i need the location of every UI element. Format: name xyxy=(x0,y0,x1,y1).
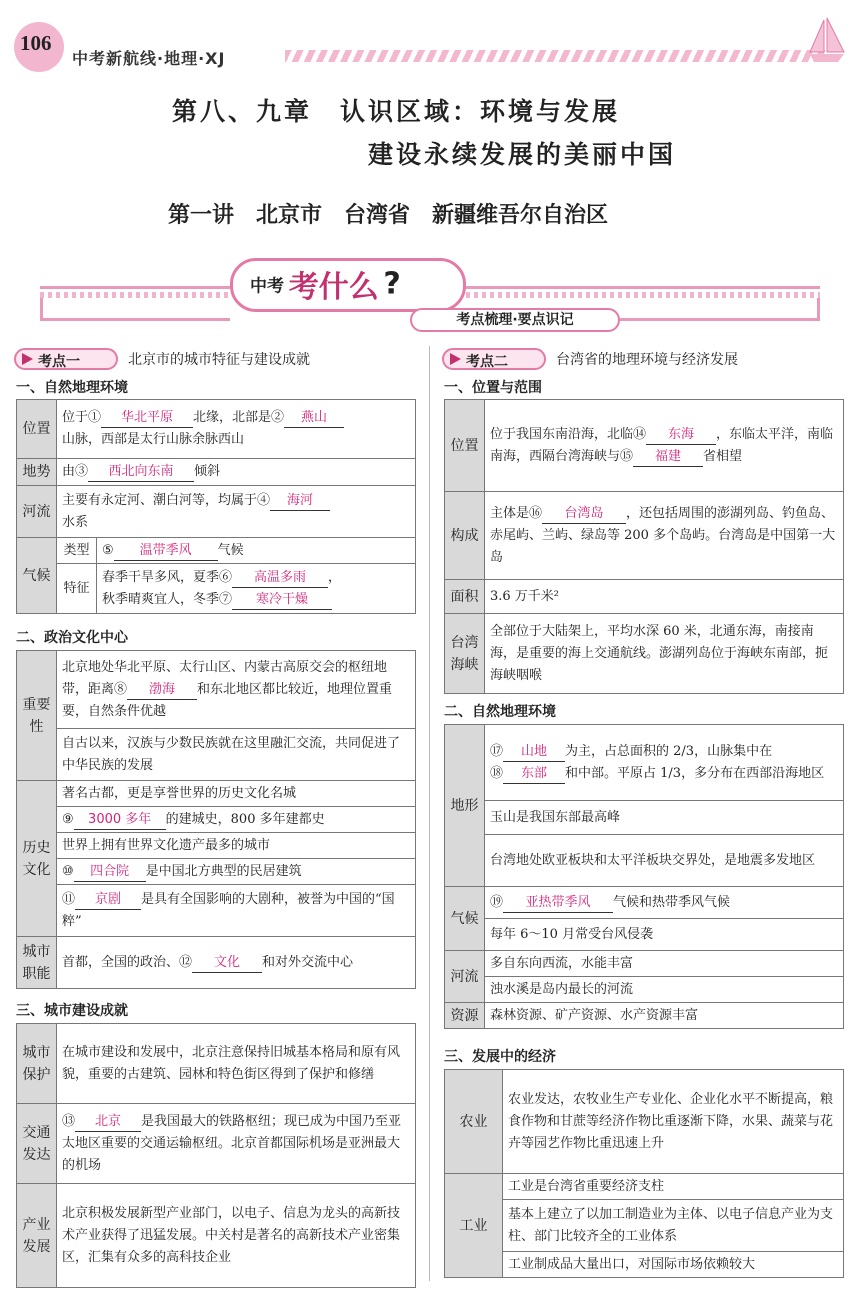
play-arrow-icon xyxy=(450,353,461,365)
cell-history-4 xyxy=(57,859,416,885)
text: 和中部。平原占 1/3，多分布在西部沿海地区 xyxy=(565,765,825,781)
cell-function xyxy=(57,937,416,989)
kp-tag xyxy=(442,348,546,370)
banner-bracket-left xyxy=(40,298,43,320)
cell-river-1: 多自东向西流，水能丰富 xyxy=(485,951,844,977)
row-header: 重要性 xyxy=(17,651,57,781)
cell-history-3: 世界上拥有世界文化遗产最多的城市 xyxy=(57,833,416,859)
text: 倾斜 xyxy=(194,464,221,479)
answer-blank: 京剧 xyxy=(75,891,141,910)
banner-bottom-right xyxy=(620,318,820,321)
cell-industry-2: 基本上建立了以加工制造业为主体、以电子信息产业为支柱、部门比较齐全的工业体系 xyxy=(503,1200,844,1252)
section-title: 二、自然地理环境 xyxy=(444,704,556,720)
cell-resources: 森林资源、矿产资源、水产资源丰富 xyxy=(485,1003,844,1029)
row-header: 地势 xyxy=(17,459,57,486)
banner-main: 考什么 xyxy=(288,270,379,305)
row-header: 地形 xyxy=(445,725,485,887)
text: 水系 xyxy=(62,514,89,530)
text: 气候和热带季风气候 xyxy=(613,894,731,910)
text: 是我国最大的铁路枢纽；现已成为中国乃至亚太地区重要的交通运输枢纽。北京首都国际机场是亚洲最大的机场 xyxy=(62,1113,402,1173)
banner-question-mark: ? xyxy=(383,266,401,302)
kp-title: 北京市的城市特征与建设成就 xyxy=(128,352,310,368)
row-header: 农业 xyxy=(445,1070,503,1174)
banner-prefix: 中考 xyxy=(250,276,284,297)
text: ⑨ xyxy=(62,811,74,827)
cell-industry-3: 工业制成品大量出口，对国际市场依赖较大 xyxy=(503,1252,844,1278)
banner-line-right xyxy=(466,286,820,289)
row-header: 历史文化 xyxy=(17,781,57,937)
header-stripe xyxy=(285,50,825,62)
section-title: 一、位置与范围 xyxy=(444,380,542,396)
cell-rivers xyxy=(57,486,416,538)
cell-landform-1 xyxy=(485,725,844,801)
banner-dots-right xyxy=(466,292,820,298)
table-location-scope xyxy=(444,399,844,694)
answer-blank: 东海 xyxy=(646,426,716,445)
cell-river-2: 浊水溪是岛内最长的河流 xyxy=(485,977,844,1003)
table-economy xyxy=(444,1069,844,1278)
cell-history-5 xyxy=(57,885,416,937)
answer-blank: 山地 xyxy=(503,743,565,762)
answer-blank: 高温多雨 xyxy=(232,569,328,588)
banner-dots-left xyxy=(40,292,230,298)
section-title: 三、发展中的经济 xyxy=(444,1049,556,1065)
row-header: 城市保护 xyxy=(17,1024,57,1104)
series-title: 中考新航线·地理·XJ xyxy=(72,49,226,68)
text: 的建城史，800 多年建都史 xyxy=(165,811,325,827)
cell-location xyxy=(57,400,416,459)
kp-label: 考点一 xyxy=(38,354,80,370)
answer-blank: 海河 xyxy=(270,492,330,511)
page-number: 106 xyxy=(20,31,52,55)
sub-header: 类型 xyxy=(57,538,97,564)
answer-blank: 华北平原 xyxy=(101,409,193,428)
row-header: 城市职能 xyxy=(17,937,57,989)
row-header: 位置 xyxy=(445,400,485,492)
kp-tag xyxy=(14,348,118,370)
text: ⑤ xyxy=(102,542,114,558)
banner-line-left xyxy=(40,286,230,289)
text: 是中国北方典型的民居建筑 xyxy=(145,863,302,879)
text: 位于我国东南沿海，北临⑭ xyxy=(490,426,647,442)
text: 秋季晴爽宜人，冬季⑦ xyxy=(102,591,233,607)
text: 位于① xyxy=(62,410,102,425)
kp-heading-right xyxy=(442,348,738,370)
row-header: 产业发展 xyxy=(17,1184,57,1288)
text: 和对外交流中心 xyxy=(262,954,354,970)
table-construction xyxy=(16,1023,416,1288)
text: 为主，占总面积的 2/3，山脉集中在 xyxy=(565,743,773,759)
text: 主体是⑯ xyxy=(490,505,543,521)
answer-blank: 北京 xyxy=(75,1113,141,1132)
section-title: 二、政治文化中心 xyxy=(16,630,128,646)
sailboat-icon xyxy=(800,14,850,64)
cell-landform-2: 玉山是我国东部最高峰 xyxy=(485,801,844,835)
answer-blank: 渤海 xyxy=(127,681,197,700)
answer-blank: 亚热带季风 xyxy=(503,894,613,913)
text: ⑰ xyxy=(490,743,504,759)
text: ⑬ xyxy=(62,1113,76,1129)
text: 由③ xyxy=(62,464,89,479)
cell-composition xyxy=(485,492,844,580)
lecture-title: 第一讲 北京市 台湾省 新疆维吾尔自治区 xyxy=(168,202,609,228)
cell-protection: 在城市建设和发展中，北京注意保持旧城基本格局和原有风貌，重要的古建筑、园林和特色街区得到了保护和修缮 xyxy=(57,1024,416,1104)
banner-subtitle: 考点梳理·要点识记 xyxy=(410,308,620,332)
answer-blank: 文化 xyxy=(192,954,262,973)
cell-climate-type xyxy=(97,538,416,564)
cell-history-2 xyxy=(57,807,416,833)
row-header: 构成 xyxy=(445,492,485,580)
banner-bracket-right xyxy=(817,298,820,320)
answer-blank: 寒冷干燥 xyxy=(232,591,332,610)
text: ⑪ xyxy=(62,891,76,907)
row-header: 河流 xyxy=(445,951,485,1003)
sub-header: 特征 xyxy=(57,564,97,614)
text: ⑩ xyxy=(62,863,74,879)
text: 气候 xyxy=(217,542,244,558)
row-header: 河流 xyxy=(17,486,57,538)
row-header: 台湾海峡 xyxy=(445,614,485,694)
text: ⑱ xyxy=(490,765,504,781)
table-political-cultural xyxy=(16,650,416,989)
banner-title xyxy=(250,262,401,306)
text: ⑲ xyxy=(490,894,504,910)
cell-location xyxy=(485,400,844,492)
kp-heading-left xyxy=(14,348,310,370)
cell-industry: 北京积极发展新型产业部门，以电子、信息为龙头的高新技术产业获得了迅猛发展。中关村是著名的高新技术产业密集区，汇集有众多的高科技企业 xyxy=(57,1184,416,1288)
answer-blank: 燕山 xyxy=(284,409,344,428)
cell-climate-1 xyxy=(485,887,844,919)
text: 主要有永定河、潮白河等，均属于④ xyxy=(62,492,271,508)
table-natural-env xyxy=(16,399,416,614)
cell-importance-1 xyxy=(57,651,416,729)
text: 和东北地区都比较近，地理位置重要，自然条件优越 xyxy=(62,681,393,719)
cell-history-1: 著名古都，更是享誉世界的历史文化名城 xyxy=(57,781,416,807)
cell-climate-2: 每年 6～10 月常受台风侵袭 xyxy=(485,919,844,951)
answer-blank: 台湾岛 xyxy=(542,505,626,524)
banner-bottom-left xyxy=(40,318,230,321)
answer-blank: 西北向东南 xyxy=(88,463,194,482)
text: ，还包括周围的澎湖列岛、钓鱼岛、赤尾屿、兰屿、绿岛等 200 多个岛屿。台湾岛是中国第一大岛 xyxy=(490,505,836,565)
text: ，东临太平洋，南临南海，西隔台湾海峡与⑮ xyxy=(490,426,834,464)
play-arrow-icon xyxy=(22,353,33,365)
text: 是具有全国影响的大剧种，被誉为中国的“国粹” xyxy=(62,891,395,929)
answer-blank: 温带季风 xyxy=(114,542,218,561)
chapter-title: 第八、九章 认识区域：环境与发展 xyxy=(172,97,621,126)
text: 首都，全国的政治、⑫ xyxy=(62,954,193,970)
row-header: 交通发达 xyxy=(17,1104,57,1184)
text: 春季干旱多风，夏季⑥ xyxy=(102,569,233,585)
table-natural-env-tw xyxy=(444,724,844,1029)
column-divider xyxy=(429,346,430,1281)
text: ， xyxy=(328,569,342,585)
row-header: 面积 xyxy=(445,580,485,614)
text: 北京地处华北平原、太行山区、内蒙古高原交会的枢纽地带，距离⑧ xyxy=(62,659,388,697)
text: 山脉，西部是太行山脉余脉西山 xyxy=(62,432,245,447)
row-header: 位置 xyxy=(17,400,57,459)
row-header: 气候 xyxy=(17,538,57,614)
kp-title: 台湾省的地理环境与经济发展 xyxy=(556,352,738,368)
section-title: 一、自然地理环境 xyxy=(16,380,128,396)
text: 省相望 xyxy=(703,448,743,464)
cell-climate-features xyxy=(97,564,416,614)
cell-terrain xyxy=(57,459,416,486)
row-header: 气候 xyxy=(445,887,485,951)
text: 北缘，北部是② xyxy=(193,410,285,425)
cell-transport xyxy=(57,1104,416,1184)
cell-strait: 全部位于大陆架上，平均水深 60 米，北通东海，南接南海，是重要的海上交通航线。澎湖列岛位于海峡东南部，扼海峡咽喉 xyxy=(485,614,844,694)
answer-blank: 东部 xyxy=(503,765,565,784)
cell-importance-2: 自古以来，汉族与少数民族就在这里融汇交流，共同促进了中华民族的发展 xyxy=(57,729,416,781)
cell-area: 3.6 万千米² xyxy=(485,580,844,614)
section-title: 三、城市建设成就 xyxy=(16,1003,128,1019)
cell-industry-1: 工业是台湾省重要经济支柱 xyxy=(503,1174,844,1200)
cell-landform-3: 台湾地处欧亚板块和太平洋板块交界处，是地震多发地区 xyxy=(485,835,844,887)
answer-blank: 四合院 xyxy=(74,863,146,882)
kp-label: 考点二 xyxy=(466,354,508,370)
chapter-subtitle: 建设永续发展的美丽中国 xyxy=(368,140,677,169)
answer-blank: 福建 xyxy=(633,448,703,467)
row-header: 工业 xyxy=(445,1174,503,1278)
answer-blank: 3000 多年 xyxy=(74,811,166,830)
cell-agriculture: 农业发达，农牧业生产专业化、企业化水平不断提高，粮食作物和甘蔗等经济作物比重逐渐下降，水果、蔬菜与花卉等园艺作物比重迅速上升 xyxy=(503,1070,844,1174)
row-header: 资源 xyxy=(445,1003,485,1029)
